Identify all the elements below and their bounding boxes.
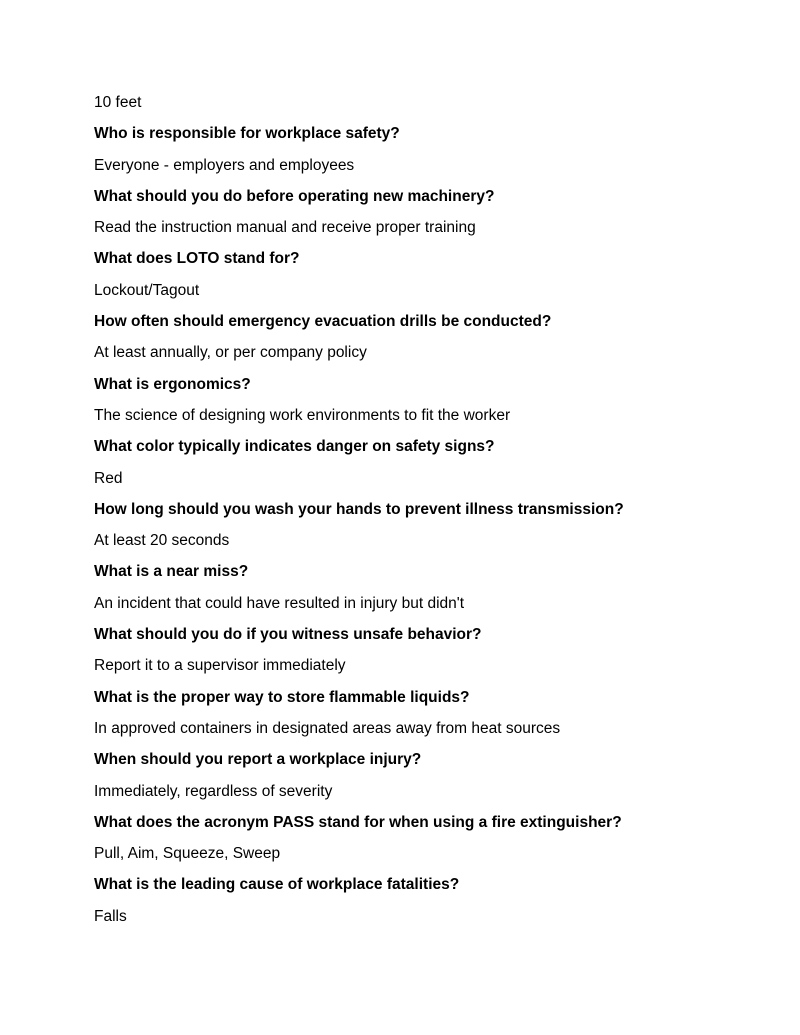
- answer-text: Pull, Aim, Squeeze, Sweep: [94, 845, 281, 863]
- question-text: What is the proper way to store flammable liquids?: [94, 688, 470, 706]
- answer-text: Everyone - employers and employees: [94, 156, 355, 174]
- document-content: [94, 92, 734, 937]
- answer-text: Immediately, regardless of severity: [94, 782, 333, 800]
- question-text: What is ergonomics?: [94, 375, 251, 393]
- question-text: What color typically indicates danger on safety signs?: [94, 438, 495, 456]
- question-text: What is a near miss?: [94, 563, 249, 581]
- answer-text: Read the instruction manual and receive proper training: [94, 219, 476, 237]
- question-text: What should you do before operating new machinery?: [94, 187, 495, 205]
- answer-text: Falls: [94, 907, 127, 925]
- question-text: What should you do if you witness unsafe behavior?: [94, 626, 482, 644]
- answer-text: Report it to a supervisor immediately: [94, 657, 346, 675]
- answer-text: An incident that could have resulted in injury but didn't: [94, 594, 465, 612]
- question-text: What does LOTO stand for?: [94, 250, 300, 268]
- question-text: What is the leading cause of workplace fatalities?: [94, 876, 460, 894]
- question-text: How long should you wash your hands to prevent illness transmission?: [94, 500, 624, 518]
- answer-text: The science of designing work environments to fit the worker: [94, 406, 511, 424]
- answer-text: Red: [94, 469, 123, 487]
- answer-text: At least annually, or per company policy: [94, 344, 367, 362]
- answer-text: At least 20 seconds: [94, 532, 230, 550]
- answer-text: In approved containers in designated areas away from heat sources: [94, 719, 561, 737]
- question-text: What does the acronym PASS stand for when using a fire extinguisher?: [94, 813, 622, 831]
- question-text: How often should emergency evacuation drills be conducted?: [94, 313, 552, 331]
- question-text: Who is responsible for workplace safety?: [94, 125, 400, 143]
- answer-text: 10 feet: [94, 94, 142, 111]
- question-text: When should you report a workplace injury?: [94, 751, 422, 769]
- answer-text: Lockout/Tagout: [94, 281, 200, 299]
